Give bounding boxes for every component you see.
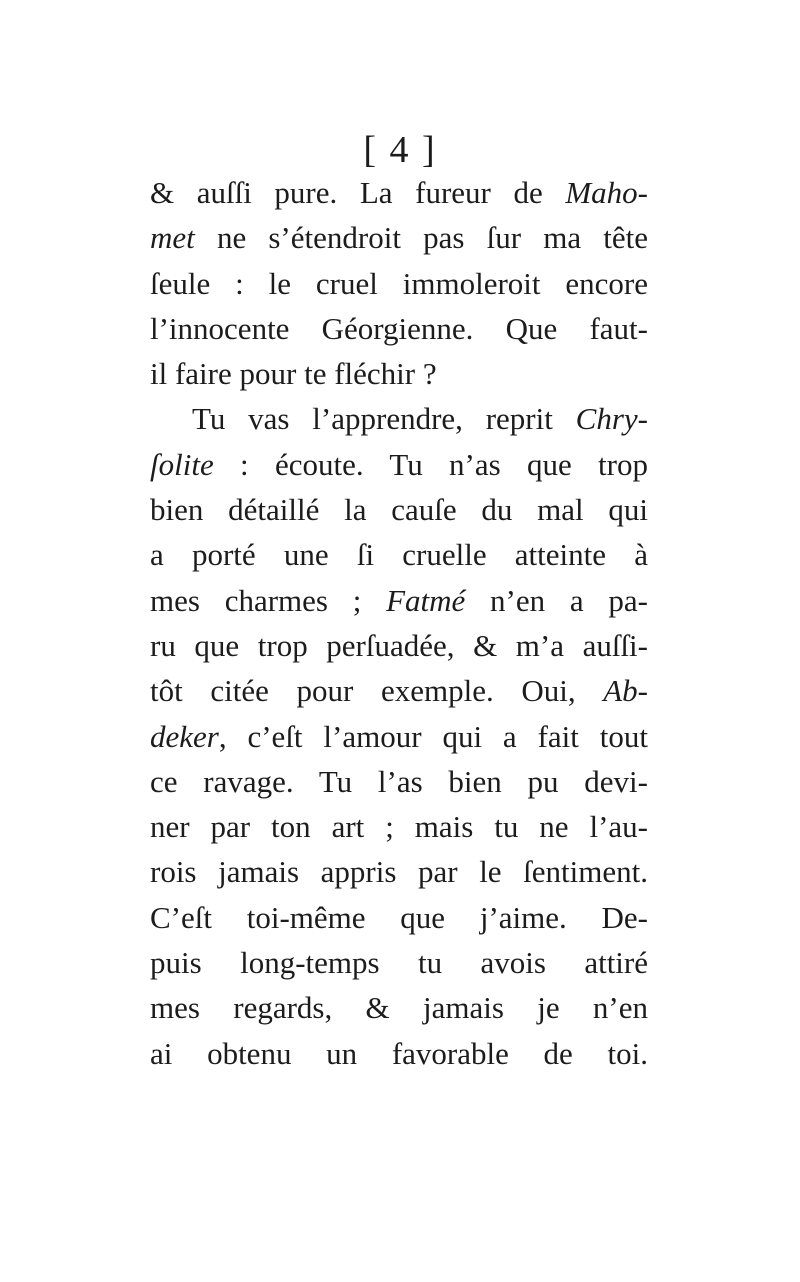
text-segment: ai obtenu un favorable de toi.	[150, 1035, 648, 1071]
text-segment: rois jamais appris par le ſentiment.	[150, 854, 648, 890]
text-segment: a porté une ſi cruelle atteinte à	[150, 537, 648, 573]
text-line	[150, 759, 648, 804]
text-segment: bien détaillé la cauſe du mal qui	[150, 492, 648, 528]
text-segment: n’en a pa-	[465, 582, 648, 618]
text-segment: & auſſi pure. La fureur de	[150, 175, 566, 210]
body-text	[150, 170, 648, 1076]
text-segment: mes charmes ;	[150, 582, 387, 618]
page-number: [ 4 ]	[363, 129, 437, 171]
text-line	[150, 940, 648, 985]
italic-text-segment: ſolite	[150, 446, 214, 482]
italic-text-segment: Fatmé	[386, 582, 466, 618]
text-segment: ce ravage. Tu l’as bien pu devi-	[150, 763, 648, 799]
text-line	[150, 487, 648, 532]
text-line	[150, 170, 648, 215]
text-line	[150, 306, 648, 351]
text-line	[150, 804, 648, 849]
text-line	[150, 668, 648, 713]
text-segment: ner par ton art ; mais tu ne l’au-	[150, 809, 648, 845]
text-line	[150, 261, 648, 306]
text-segment: mes regards, & jamais je n’en	[150, 990, 648, 1026]
text-segment: : écoute. Tu n’as que trop	[213, 446, 648, 482]
italic-text-segment: deker	[150, 718, 219, 754]
text-segment: Tu vas l’apprendre, reprit	[192, 401, 576, 437]
italic-text-segment: Ab-	[603, 673, 648, 709]
text-line	[150, 849, 648, 894]
text-segment: ru que trop perſuadée, & m’a auſſi-	[150, 627, 648, 663]
text-segment: C’eſt toi-même que j’aime. De-	[150, 899, 648, 935]
text-line	[150, 396, 648, 441]
text-line	[150, 985, 648, 1030]
text-segment: puis long-temps tu avois attiré	[150, 945, 648, 981]
text-line	[150, 1031, 648, 1076]
italic-text-segment: Maho-	[565, 175, 648, 210]
text-line	[150, 578, 648, 623]
text-segment: , c’eſt l’amour qui a fait tout	[218, 718, 648, 754]
text-line	[150, 351, 648, 396]
text-segment: l’innocente Géorgienne. Que faut-	[150, 310, 648, 346]
italic-text-segment: met	[150, 220, 195, 256]
text-line	[150, 895, 648, 940]
text-segment: ne s’étendroit pas ſur ma tête	[194, 220, 648, 256]
text-line	[150, 623, 648, 668]
text-segment: ſeule : le cruel immoleroit encore	[150, 265, 648, 301]
text-line	[150, 442, 648, 487]
text-line	[150, 215, 648, 260]
text-line	[150, 532, 648, 577]
text-segment: il faire pour te fléchir ?	[150, 356, 437, 392]
text-line	[150, 714, 648, 759]
italic-text-segment: Chry-	[575, 401, 648, 437]
text-segment: tôt citée pour exemple. Oui,	[150, 673, 604, 709]
